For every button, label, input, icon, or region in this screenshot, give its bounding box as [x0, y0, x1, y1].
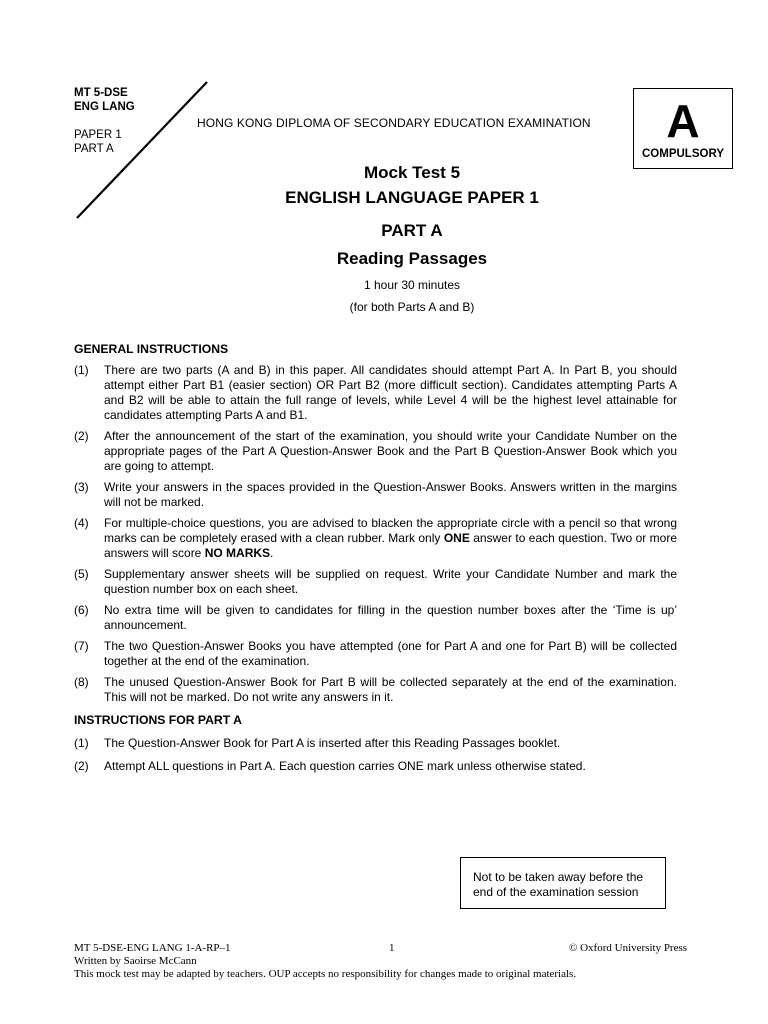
publisher: © Oxford University Press — [569, 942, 688, 954]
list-item — [74, 639, 677, 669]
code-line-2: ENG LANG — [74, 101, 135, 113]
item-text: Supplementary answer sheets will be supplied on request. Write your Candidate Number and mark the question number box on each sheet. — [104, 567, 677, 596]
list-item — [74, 429, 677, 474]
part-a-instructions-list — [74, 736, 677, 780]
general-instructions-list — [74, 363, 677, 711]
title-mock-test: Mock Test 5 — [363, 163, 461, 182]
paper-line-2: PART A — [74, 143, 114, 155]
item-number: (3) — [74, 480, 89, 494]
box-letter: A — [666, 95, 700, 147]
take-away-notice — [460, 857, 666, 909]
page-number: 1 — [389, 942, 395, 954]
box-label: COMPULSORY — [642, 148, 724, 160]
item-number: (1) — [74, 363, 89, 377]
list-item — [74, 736, 677, 751]
item-text: After the announcement of the start of the examination, you should write your Candidate Number on the appropriate pages of the Part A Question-Answer Book and the Part B Question-Answer Book which you are going to attempt. — [104, 429, 677, 473]
item-number: (6) — [74, 603, 89, 617]
item-number: (2) — [74, 759, 89, 773]
compulsory-box — [633, 88, 733, 169]
item-text: The two Question-Answer Books you have attempted (one for Part A and one for Part B) will be collected together at the end of the examination. — [104, 639, 677, 668]
item-number: (1) — [74, 736, 89, 750]
list-item — [74, 603, 677, 633]
duration: 1 hour 30 minutes — [363, 278, 461, 292]
list-item — [74, 675, 677, 705]
item-number: (8) — [74, 675, 89, 689]
general-instructions-heading: GENERAL INSTRUCTIONS — [74, 342, 229, 356]
item-text: There are two parts (A and B) in this paper. All candidates should attempt Part A. In Part B, you should attempt either Part B1 (easier section) OR Part B2 (more difficult section). Candidates attempting Parts A and B2 will be able to attain the full range of levels, while Level 4 will be the highest level attainable for candidates attempting Parts A and B1. — [104, 363, 677, 422]
title-part: PART A — [381, 221, 443, 240]
list-item — [74, 516, 677, 561]
item-number: (2) — [74, 429, 89, 443]
duration-note: (for both Parts A and B) — [349, 300, 475, 314]
notice-line-1: Not to be taken away before the — [473, 870, 644, 884]
code-line-1: MT 5-DSE — [74, 87, 128, 99]
item-text: For multiple-choice questions, you are advised to blacken the appropriate circle with a pencil so that wrong marks can be completely erased with a clean rubber. Mark only ONE answer to each question. Two or more answers will score NO MARKS. — [104, 516, 678, 560]
list-item — [74, 567, 677, 597]
item-text: The unused Question-Answer Book for Part B will be collected separately at the end of the examination. This will not be marked. Do not write any answers in it. — [104, 675, 677, 704]
item-number: (7) — [74, 639, 89, 653]
item-text: Attempt ALL questions in Part A. Each question carries ONE mark unless otherwise stated. — [104, 759, 586, 773]
disclaimer: This mock test may be adapted by teachers. OUP accepts no responsibility for changes made to original materials. — [74, 968, 577, 980]
item-text: The Question-Answer Book for Part A is inserted after this Reading Passages booklet. — [104, 736, 561, 750]
exam-name: HONG KONG DIPLOMA OF SECONDARY EDUCATION EXAMINATION — [197, 116, 591, 130]
paper-line-1: PAPER 1 — [74, 129, 122, 141]
list-item — [74, 363, 677, 423]
item-number: (5) — [74, 567, 89, 581]
footer-code: MT 5-DSE-ENG LANG 1-A-RP–1 — [74, 942, 231, 954]
list-item — [74, 480, 677, 510]
list-item — [74, 759, 677, 774]
author-credit: Written by Saoirse McCann — [74, 955, 197, 967]
item-number: (4) — [74, 516, 89, 530]
item-text: Write your answers in the spaces provided in the Question-Answer Books. Answers written in the margins will not be marked. — [104, 480, 677, 509]
notice-line-2: end of the examination session — [473, 885, 639, 899]
title-subtitle: Reading Passages — [336, 249, 488, 268]
item-text: No extra time will be given to candidates for filling in the question number boxes after the ‘Time is up’ announcement. — [104, 603, 677, 632]
part-a-instructions-heading: INSTRUCTIONS FOR PART A — [74, 713, 242, 727]
title-paper: ENGLISH LANGUAGE PAPER 1 — [285, 188, 539, 207]
